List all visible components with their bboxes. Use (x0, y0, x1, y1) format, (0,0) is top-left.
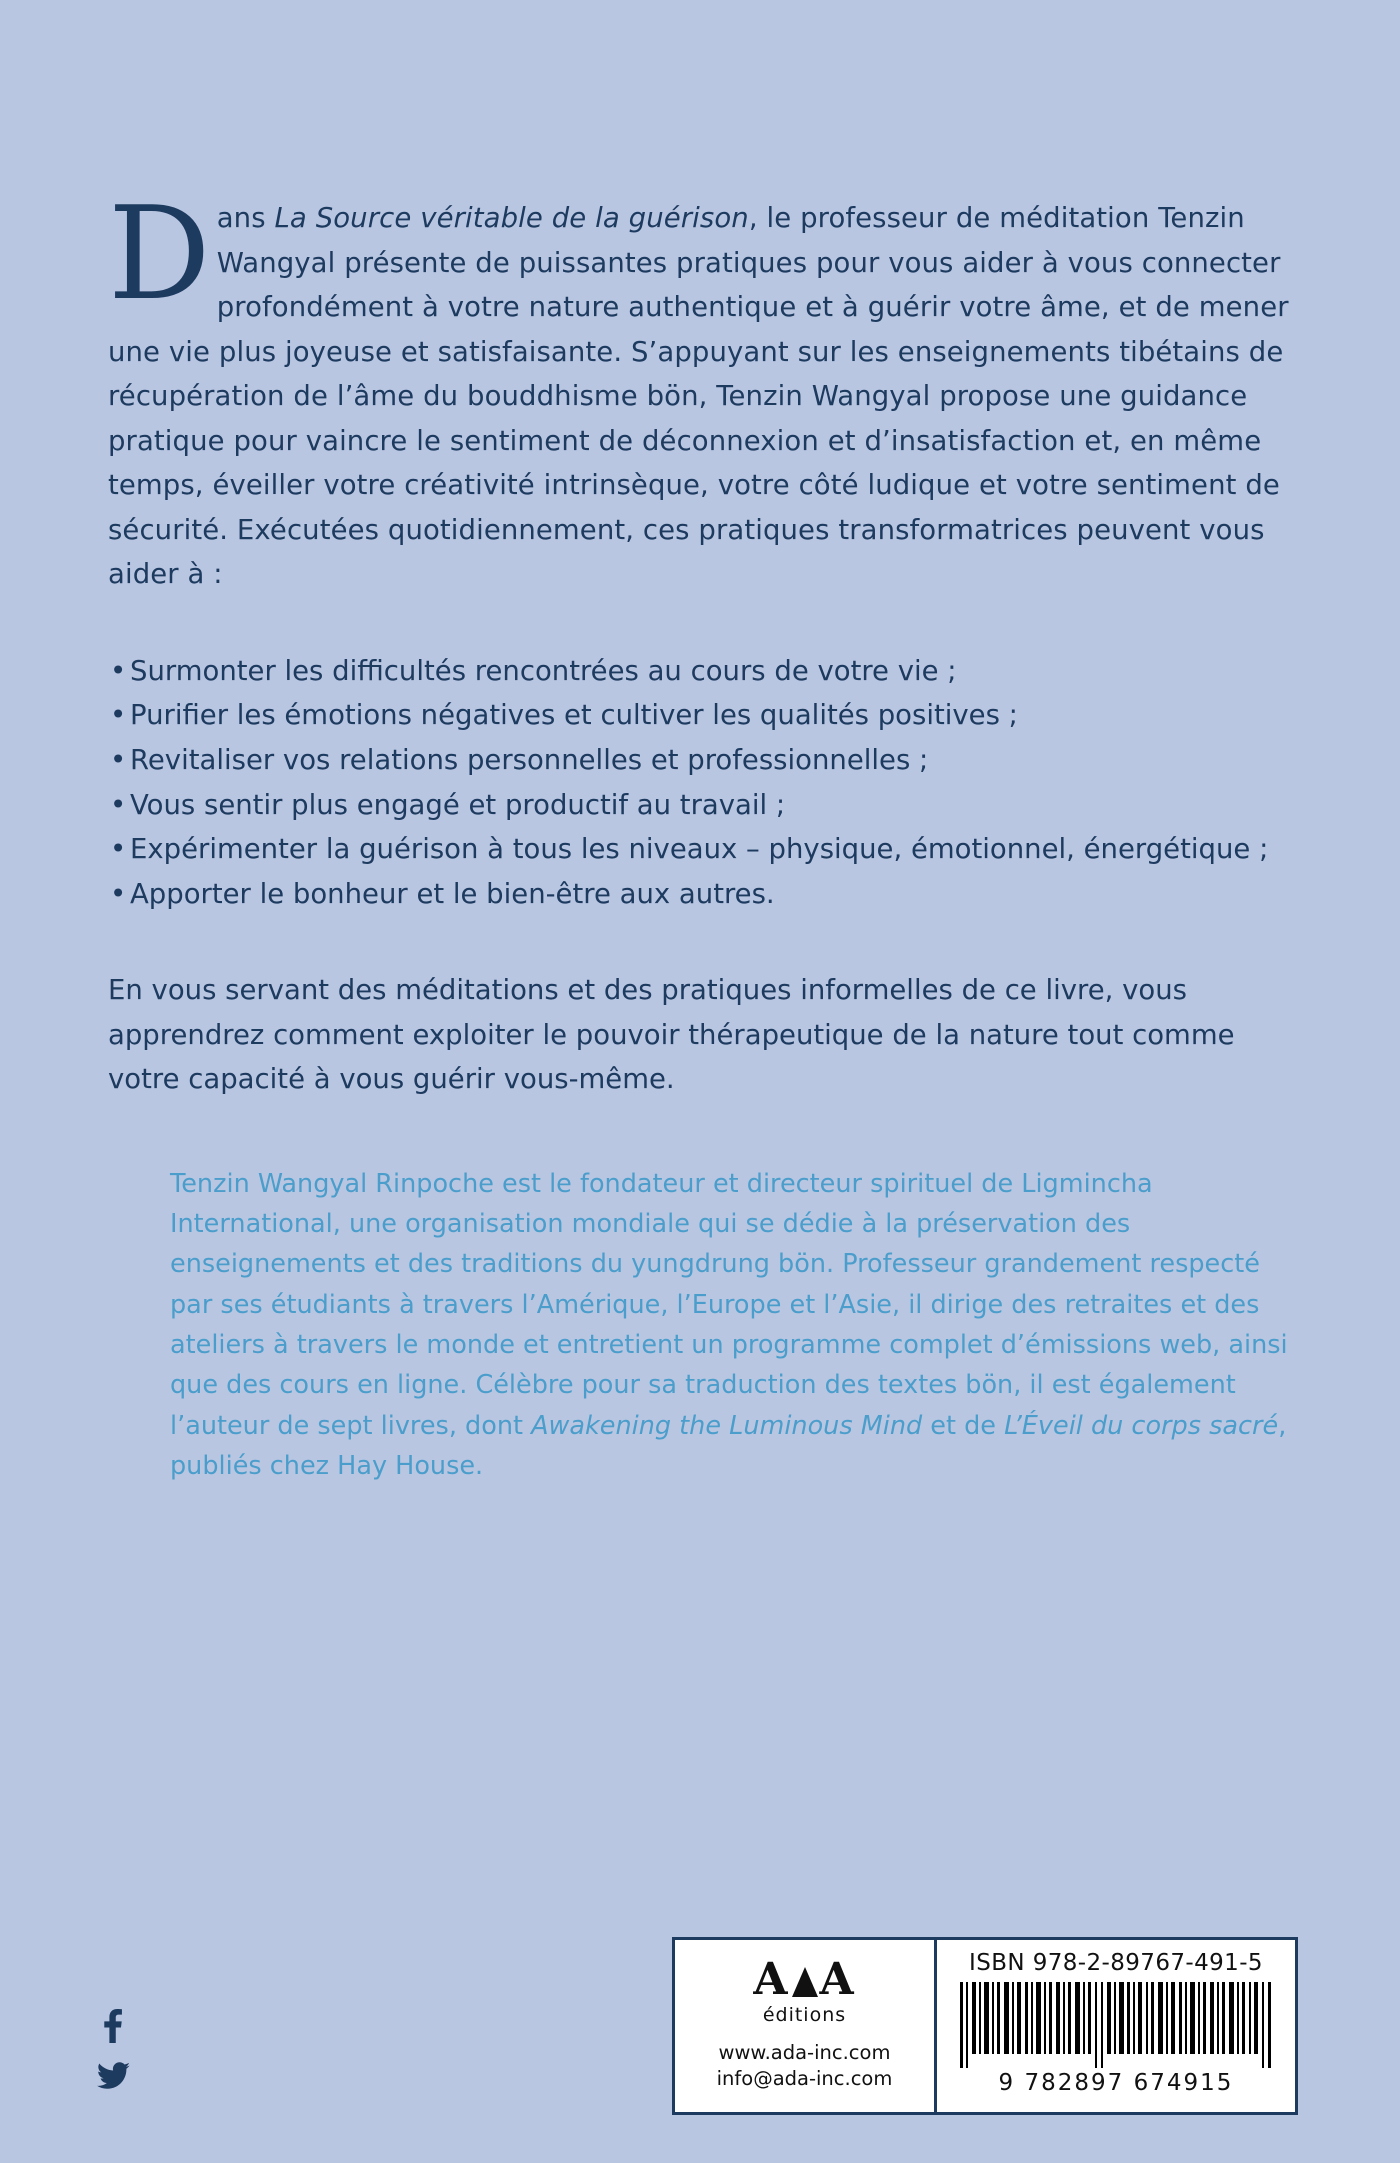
isbn-barcode-block (672, 1937, 1298, 2115)
facebook-icon[interactable] (96, 2009, 130, 2043)
ada-logo (753, 1954, 856, 2005)
book-title-italic: La Source véritable de la guérison (274, 202, 749, 234)
publisher-email[interactable]: info@ada-inc.com (716, 2067, 893, 2091)
closing-paragraph: En vous servant des méditations et des pratiques informelles de ce livre, vous apprendrez comment exploiter le pouvoir thérapeutique de la nature tout comme votre capacité à vous guérir vous-même. (108, 974, 1235, 1096)
barcode-image (958, 1982, 1274, 2068)
ada-logo-letter-right: A (819, 1954, 856, 2005)
bio-part-b: et de (922, 1410, 1005, 1441)
publisher-contact (717, 2040, 893, 2093)
publisher-block (675, 1940, 937, 2112)
barcode-digit-left: 9 (998, 2070, 1016, 2096)
publisher-subtitle: éditions (762, 2004, 847, 2026)
bio-italic-title-2: L’Éveil du corps sacré (1004, 1410, 1279, 1441)
list-item: • Surmonter les difficultés rencontrées au cours de votre vie ; (108, 649, 1308, 694)
list-item: • Apporter le bonheur et le bien-être aux autres. (108, 872, 1308, 917)
blurb-paragraph (108, 180, 1308, 597)
barcode-digits-right: 674915 (1133, 2070, 1234, 2096)
barcode-digits (999, 2070, 1234, 2096)
blurb-lead-b: , le professeur de méditation Tenzin Wangyal présente de puissantes pratiques pour vous aider à vous connecter profondément à votre nature authentique et à guérir votre âme, et de mener une vie plus joyeuse et satisfaisante. S’appuyant sur les enseignements tibétains de récupération de l’âme du bouddhisme bön, Tenzin Wangyal propose une guidance pratique pour vaincre le sentiment de déconnexion et d’insatisfaction et, en même temps, éveiller votre créativité intrinsèque, votre côté ludique et votre sentiment de sécurité. Exécutées quotidiennement, ces pratiques transformatrices peuvent vous aider à : (108, 202, 1289, 591)
blurb-lead-a: ans (216, 202, 275, 234)
list-item: • Vous sentir plus engagé et productif au travail ; (108, 783, 1308, 828)
bio-part-a: Tenzin Wangyal Rinpoche est le fondateur et directeur spirituel de Ligmincha International, une organisation mondiale qui se dédie à la préservation des enseignements et des traditions du yungdrung bön. Professeur grandement respecté par ses étudiants à travers l’Amérique, l’Europe et l’Asie, il dirige des retraites et des ateliers à travers le monde et entretient un programme complet d’émissions web, ainsi que des cours en ligne. Célèbre pour sa traduction des textes bön, il est également l’auteur de sept livres, dont (170, 1168, 1288, 1441)
author-bio (170, 1164, 1310, 1486)
social-links (96, 2009, 130, 2093)
isbn-label: ISBN 978-2-89767-491-5 (969, 1950, 1263, 1976)
drop-cap: D (108, 180, 211, 329)
bio-italic-title-1: Awakening the Luminous Mind (531, 1410, 923, 1441)
back-cover-content (108, 180, 1308, 1486)
list-item: • Purifier les émotions négatives et cultiver les qualités positives ; (108, 693, 1308, 738)
benefits-list (108, 649, 1308, 916)
list-item: • Expérimenter la guérison à tous les niveaux – physique, émotionnel, énergétique ; (108, 827, 1308, 872)
twitter-icon[interactable] (96, 2059, 130, 2093)
ada-logo-letter-left: A (753, 1954, 790, 2005)
publisher-website[interactable]: www.ada-inc.com (718, 2041, 891, 2064)
ada-logo-triangle-icon (792, 1967, 818, 1997)
bio-part-c: , publiés chez Hay House. (170, 1410, 1287, 1481)
barcode-block (937, 1940, 1295, 2112)
barcode-digits-main: 782897 (1024, 2070, 1125, 2096)
list-item: • Revitaliser vos relations personnelles et professionnelles ; (108, 738, 1308, 783)
